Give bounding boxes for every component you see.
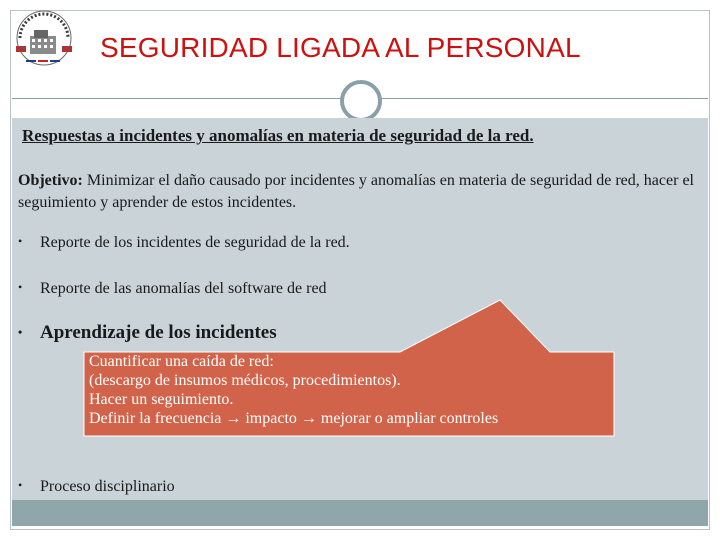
callout-text-part: mejorar o ampliar controles [316,410,499,427]
arrow-right-icon: → [225,410,242,427]
list-item [18,478,175,496]
callout-text-part: impacto [241,410,301,427]
arrow-right-icon: → [300,410,317,427]
list-item-label: Reporte de las anomalías del software de red [40,280,327,297]
list-item-label: Aprendizaje de los incidentes [40,322,277,343]
bullet-icon: • [18,325,23,339]
callout-box [89,352,609,428]
bullet-icon: • [18,234,23,248]
bullet-icon: • [18,478,23,492]
callout-line: Hacer un seguimiento. [89,391,234,408]
callout-line [89,409,609,428]
callout-text-part: Definir la frecuencia [89,410,226,427]
section-subtitle: Respuestas a incidentes y anomalías en materia de seguridad de la red. [22,126,534,145]
page-title: SEGURIDAD LIGADA AL PERSONAL [100,32,581,63]
bullet-icon: • [18,280,23,294]
objective-label: Objetivo: [18,172,83,189]
list-item-label: Reporte de los incidentes de seguridad de la red. [40,234,350,251]
list-item-label: Proceso disciplinario [40,478,175,495]
callout-line: Cuantificar una caída de red: [89,353,274,370]
callout-line: (descargo de insumos médicos, procedimientos). [89,372,401,389]
objective-text: Minimizar el daño causado por incidentes y anomalías en materia de seguridad de red, hacer el seguimiento y aprender de estos incidentes. [18,172,694,211]
